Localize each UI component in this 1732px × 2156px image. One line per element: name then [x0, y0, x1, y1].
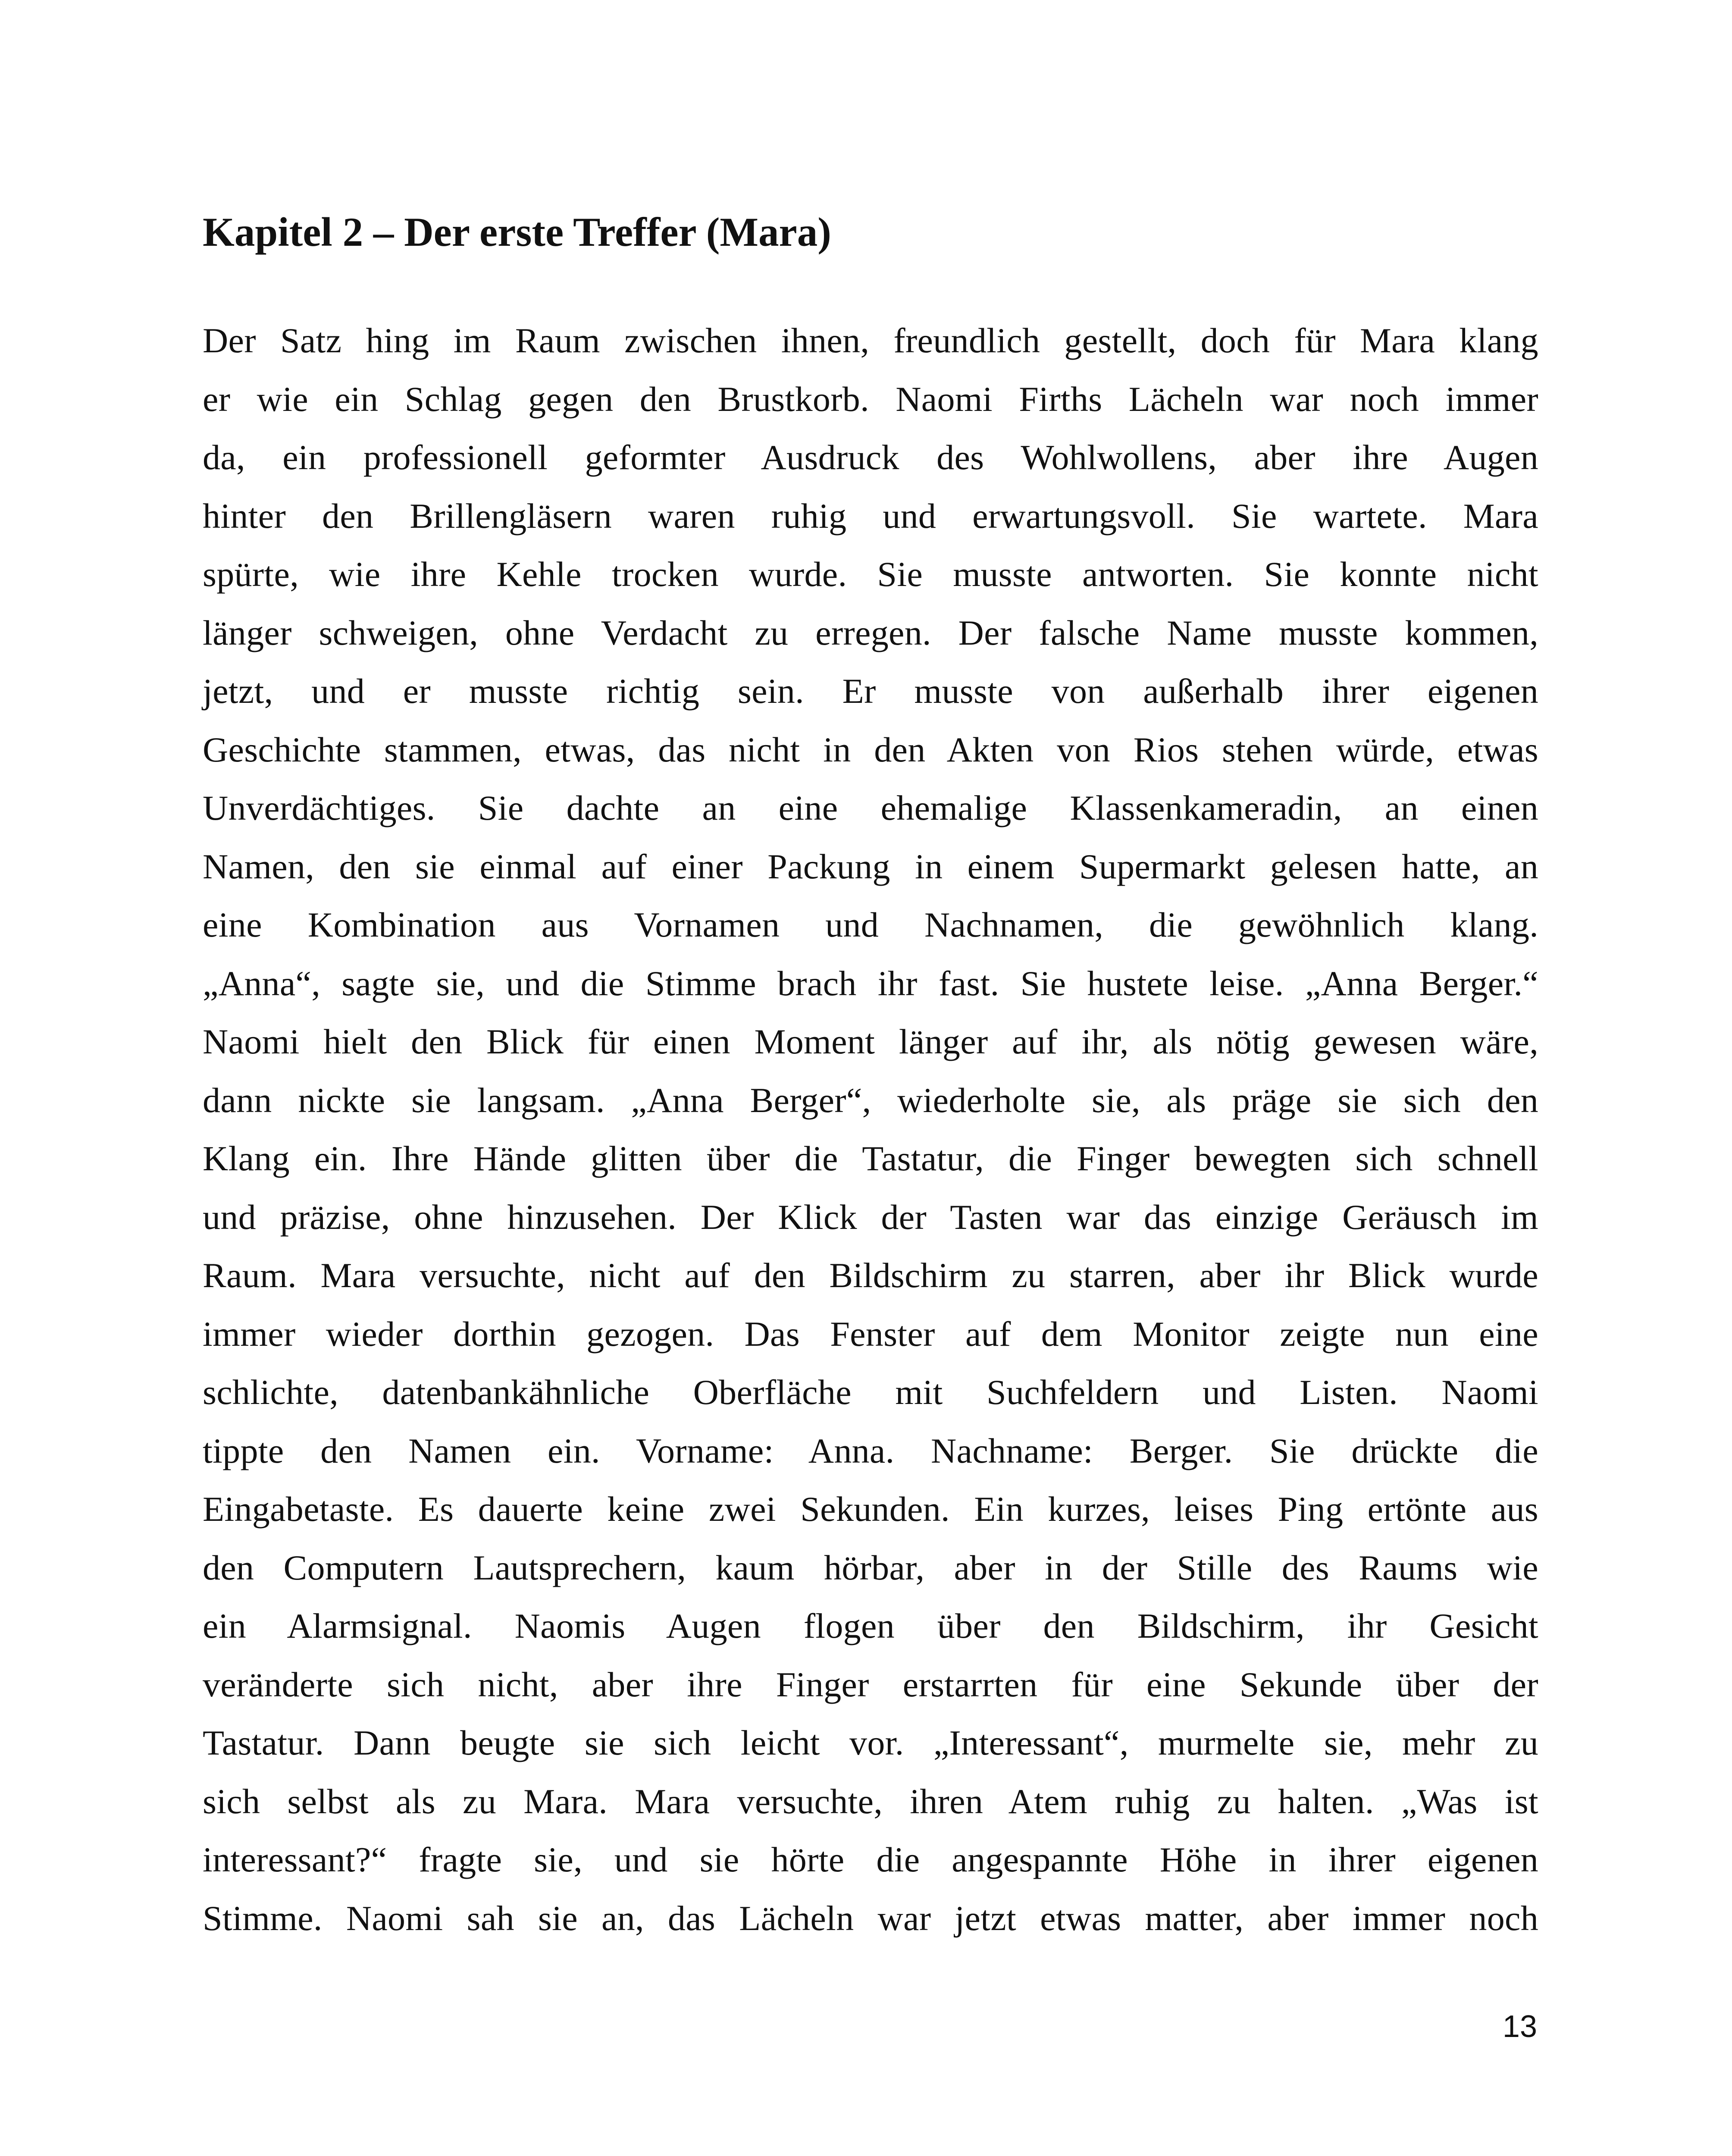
text-line: Naomi hielt den Blick für einen Moment länger auf ihr, als nötig gewesen wäre,: [203, 1022, 1538, 1061]
text-line: er wie ein Schlag gegen den Brustkorb. Naomi Firths Lächeln war noch immer: [203, 379, 1538, 419]
text-line: veränderte sich nicht, aber ihre Finger erstarrten für eine Sekunde über der: [203, 1664, 1538, 1704]
text-line: Der Satz hing im Raum zwischen ihnen, freundlich gestellt, doch für Mara klang: [203, 321, 1538, 360]
text-line: und präzise, ohne hinzusehen. Der Klick der Tasten war das einzige Geräusch im: [203, 1197, 1538, 1237]
text-line: Tastatur. Dann beugte sie sich leicht vor. „Interessant“, murmelte sie, mehr zu: [203, 1723, 1538, 1762]
text-line: eine Kombination aus Vornamen und Nachnamen, die gewöhnlich klang.: [203, 905, 1538, 944]
text-line: immer wieder dorthin gezogen. Das Fenster auf dem Monitor zeigte nun eine: [203, 1314, 1538, 1354]
text-line: Geschichte stammen, etwas, das nicht in den Akten von Rios stehen würde, etwas: [203, 730, 1538, 769]
text-line: den Computern Lautsprechern, kaum hörbar, aber in der Stille des Raums wie: [203, 1548, 1538, 1587]
chapter-title: Kapitel 2 – Der erste Treffer (Mara): [203, 209, 831, 255]
text-line: Eingabetaste. Es dauerte keine zwei Sekunden. Ein kurzes, leises Ping ertönte aus: [203, 1489, 1538, 1529]
text-line: länger schweigen, ohne Verdacht zu erregen. Der falsche Name musste kommen,: [203, 613, 1538, 652]
text-line: interessant?“ fragte sie, und sie hörte die angespannte Höhe in ihrer eigenen: [203, 1840, 1538, 1879]
text-line: da, ein professionell geformter Ausdruck des Wohlwollens, aber ihre Augen: [203, 438, 1538, 477]
text-line: „Anna“, sagte sie, und die Stimme brach ihr fast. Sie hustete leise. „Anna Berger.“: [203, 963, 1538, 1003]
text-line: spürte, wie ihre Kehle trocken wurde. Sie musste antworten. Sie konnte nicht: [203, 555, 1538, 594]
text-line: tippte den Namen ein. Vorname: Anna. Nachname: Berger. Sie drückte die: [203, 1431, 1538, 1470]
text-line: Raum. Mara versuchte, nicht auf den Bildschirm zu starren, aber ihr Blick wurde: [203, 1256, 1538, 1295]
text-line: Unverdächtiges. Sie dachte an eine ehemalige Klassenkameradin, an einen: [203, 788, 1538, 827]
text-line: Stimme. Naomi sah sie an, das Lächeln war jetzt etwas matter, aber immer noch: [203, 1898, 1538, 1938]
page-number: 13: [1502, 2009, 1537, 2044]
body-text: [203, 311, 1538, 1947]
text-line: schlichte, datenbankähnliche Oberfläche mit Suchfeldern und Listen. Naomi: [203, 1373, 1538, 1412]
text-line: ein Alarmsignal. Naomis Augen flogen über den Bildschirm, ihr Gesicht: [203, 1606, 1538, 1645]
text-line: Namen, den sie einmal auf einer Packung in einem Supermarkt gelesen hatte, an: [203, 846, 1538, 886]
text-line: hinter den Brillengläsern waren ruhig und erwartungsvoll. Sie wartete. Mara: [203, 496, 1538, 536]
text-line: dann nickte sie langsam. „Anna Berger“, wiederholte sie, als präge sie sich den: [203, 1080, 1538, 1120]
text-line: jetzt, und er musste richtig sein. Er musste von außerhalb ihrer eigenen: [203, 671, 1538, 711]
text-line: Klang ein. Ihre Hände glitten über die Tastatur, die Finger bewegten sich schnell: [203, 1139, 1538, 1178]
text-line: sich selbst als zu Mara. Mara versuchte, ihren Atem ruhig zu halten. „Was ist: [203, 1781, 1538, 1821]
